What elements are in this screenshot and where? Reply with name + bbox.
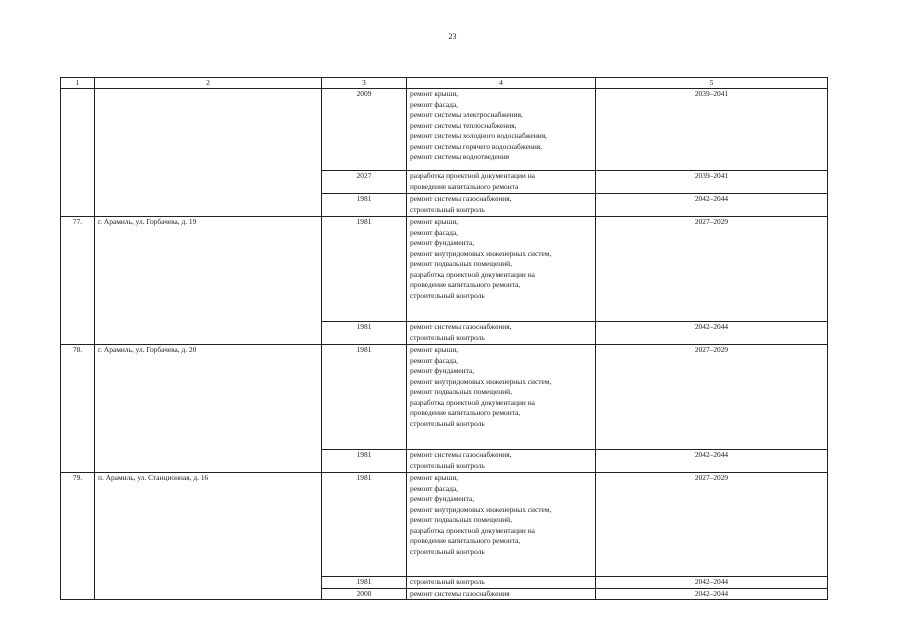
work-item: ремонт системы газоснабжения, — [410, 194, 512, 203]
row-works — [407, 171, 596, 194]
work-item: ремонт системы газоснабжения, — [410, 450, 512, 459]
work-item: разработка проектной документации на — [410, 525, 535, 535]
work-item: ремонт крыши, — [410, 217, 459, 226]
row-works — [407, 588, 596, 600]
row-works — [407, 194, 596, 217]
work-item: ремонт подвальных помещений, — [410, 515, 512, 524]
work-item: ремонт фасада, — [410, 355, 458, 365]
work-item: строительный контроль — [410, 418, 485, 428]
row-year: 1981 — [322, 345, 407, 450]
row-address — [95, 89, 322, 217]
work-item: ремонт фундамента, — [410, 238, 475, 247]
header-col-2: 2 — [95, 78, 322, 89]
row-works — [407, 217, 596, 322]
work-item: ремонт внутридомовых инженерных систем, — [410, 504, 552, 514]
work-item: ремонт внутридомовых инженерных систем, — [410, 248, 552, 258]
header-col-5: 5 — [596, 78, 828, 89]
work-item: ремонт системы электроснабжения, — [410, 110, 523, 119]
work-item: ремонт фасада, — [410, 99, 458, 109]
row-period: 2027–2029 — [596, 345, 828, 450]
table-row — [61, 473, 828, 577]
row-works — [407, 473, 596, 577]
row-period: 2039–2041 — [596, 89, 828, 171]
work-item: ремонт системы водоотведения — [410, 152, 510, 161]
page-number: 23 — [448, 32, 457, 41]
header-col-3: 3 — [322, 78, 407, 89]
work-item: ремонт системы холодного водоснабжения, — [410, 131, 547, 140]
work-item: ремонт подвальных помещений, — [410, 259, 512, 268]
work-item: ремонт фундамента, — [410, 366, 475, 375]
row-period: 2027–2029 — [596, 473, 828, 577]
row-number: 79. — [61, 473, 95, 600]
row-period: 2027–2029 — [596, 217, 828, 322]
row-address: п. Арамиль, ул. Станционная, д. 16 — [95, 473, 322, 600]
work-item: ремонт подвальных помещений, — [410, 387, 512, 396]
work-item: ремонт фундамента, — [410, 494, 475, 503]
work-item: разработка проектной документации на — [410, 171, 535, 180]
work-item: строительный контроль — [410, 577, 485, 586]
work-item: ремонт системы газоснабжения, — [410, 322, 512, 331]
row-period: 2039–2041 — [596, 171, 828, 194]
work-item: строительный контроль — [410, 332, 485, 342]
row-works — [407, 89, 596, 171]
header-col-1: 1 — [61, 78, 95, 89]
work-item: строительный контроль — [410, 546, 485, 556]
row-address: г. Арамиль, ул. Горбачева, д. 20 — [95, 345, 322, 473]
row-works — [407, 322, 596, 345]
work-item: строительный контроль — [410, 204, 485, 214]
row-year: 1981 — [322, 217, 407, 322]
work-item: ремонт фасада, — [410, 483, 458, 493]
row-year: 2027 — [322, 171, 407, 194]
capital-repair-table — [60, 77, 828, 600]
work-item: разработка проектной документации на — [410, 397, 535, 407]
row-period: 2042–2044 — [596, 194, 828, 217]
row-works — [407, 345, 596, 450]
work-item: ремонт системы газоснабжения — [410, 588, 510, 598]
table-row — [61, 217, 828, 322]
work-item: ремонт крыши, — [410, 89, 459, 98]
work-item: строительный контроль — [410, 460, 485, 470]
table-row — [61, 89, 828, 171]
row-year: 1981 — [322, 577, 407, 589]
work-item: ремонт системы горячего водоснабжения, — [410, 141, 543, 151]
work-item: ремонт фасада, — [410, 227, 458, 237]
row-year: 1981 — [322, 450, 407, 473]
row-number: 78. — [61, 345, 95, 473]
work-item: ремонт крыши, — [410, 345, 459, 354]
work-item: проведение капитального ремонта, — [410, 408, 521, 417]
row-works — [407, 450, 596, 473]
work-item: проведение капитального ремонта, — [410, 536, 521, 545]
work-item: разработка проектной документации на — [410, 269, 535, 279]
row-period: 2042–2044 — [596, 322, 828, 345]
work-item: ремонт системы теплоснабжения, — [410, 120, 517, 130]
row-period: 2042–2044 — [596, 450, 828, 473]
row-year: 1981 — [322, 194, 407, 217]
row-year: 2000 — [322, 588, 407, 600]
row-period: 2042–2044 — [596, 577, 828, 589]
work-item: строительный контроль — [410, 290, 485, 300]
header-col-4: 4 — [407, 78, 596, 89]
row-year: 2009 — [322, 89, 407, 171]
table-header-row — [61, 78, 828, 89]
work-item: проведение капитального ремонта, — [410, 280, 521, 289]
row-year: 1981 — [322, 473, 407, 577]
work-item: ремонт крыши, — [410, 473, 459, 482]
row-number — [61, 89, 95, 217]
work-item: проведение капитального ремонта — [410, 181, 519, 191]
row-period: 2042–2044 — [596, 588, 828, 600]
row-works — [407, 577, 596, 589]
table-row — [61, 345, 828, 450]
row-number: 77. — [61, 217, 95, 345]
row-address: г. Арамиль, ул. Горбачева, д. 19 — [95, 217, 322, 345]
row-year: 1981 — [322, 322, 407, 345]
work-item: ремонт внутридомовых инженерных систем, — [410, 376, 552, 386]
